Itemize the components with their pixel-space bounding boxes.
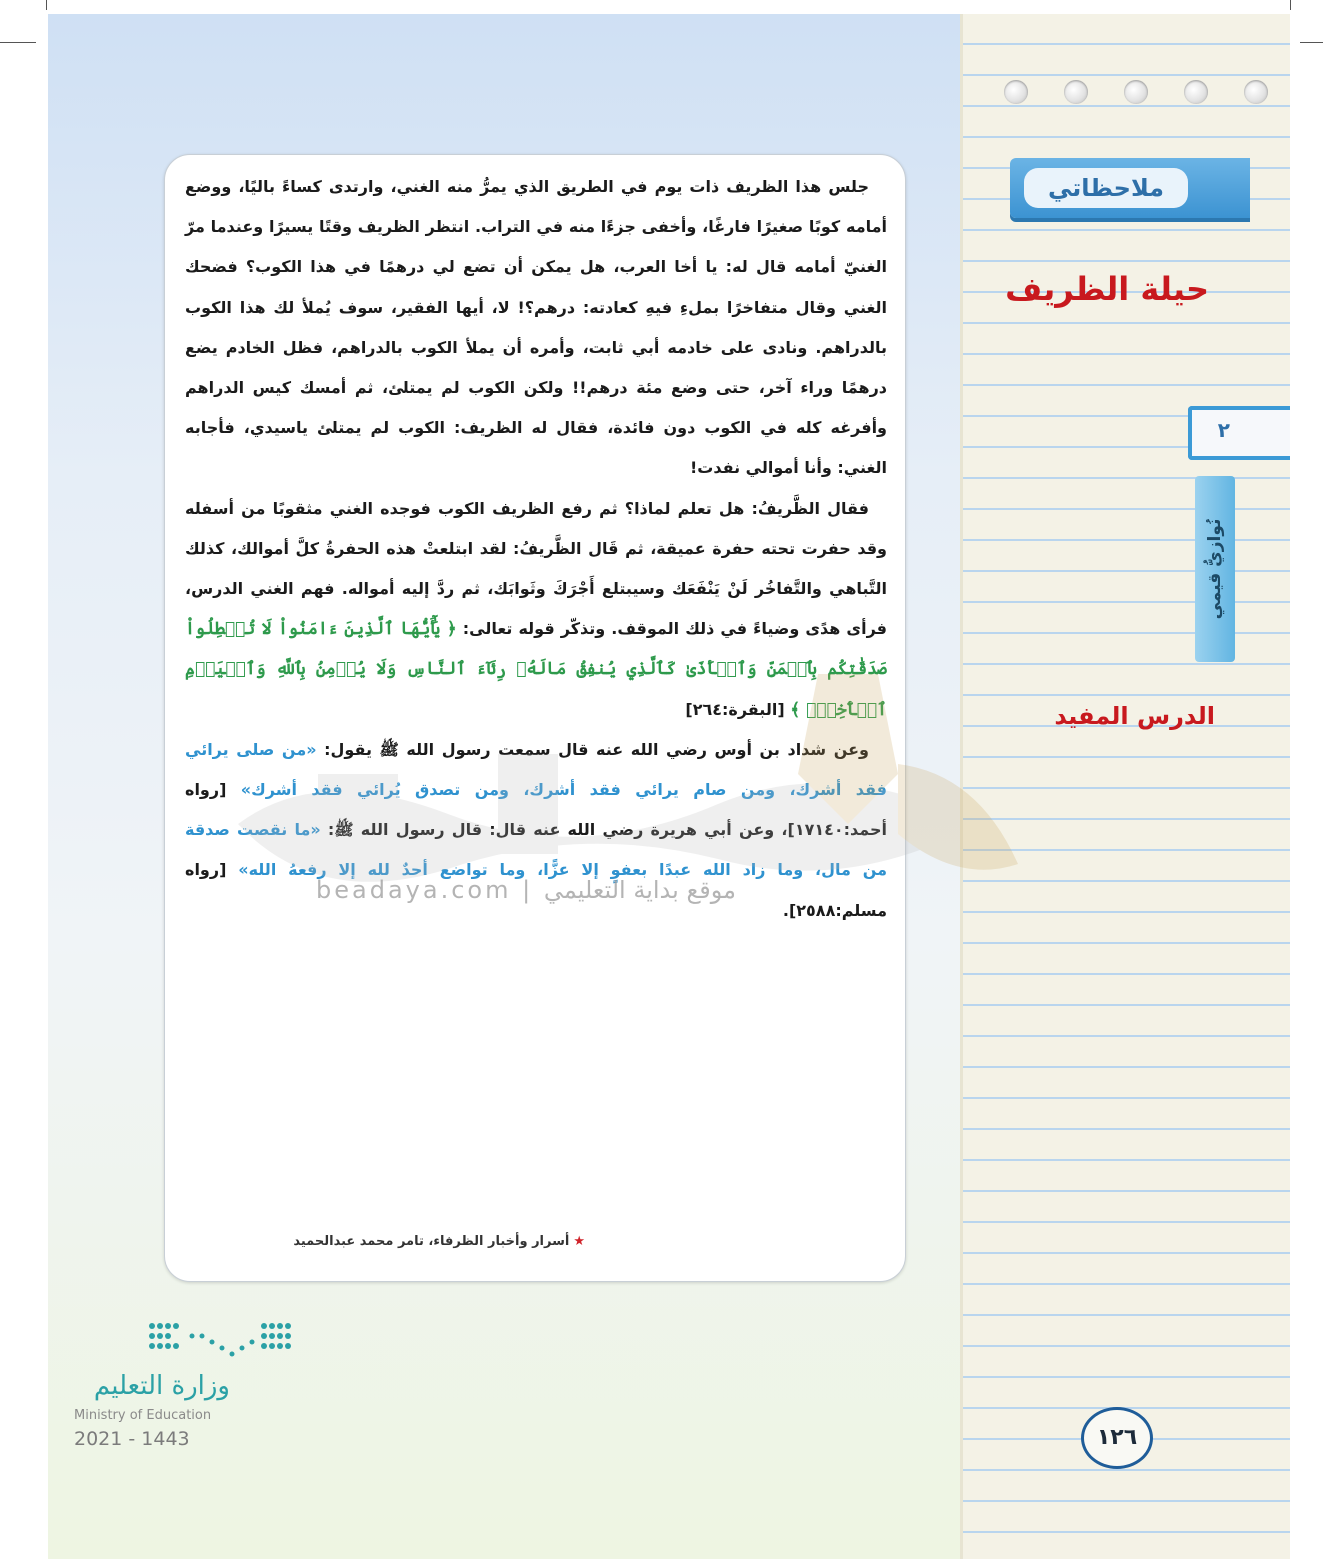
- footnote-text: أسرار وأخبار الظرفاء، تامر محمد عبدالحميد: [293, 1234, 570, 1249]
- lesson-number: ٢: [1217, 418, 1230, 442]
- story-text: [185, 167, 887, 931]
- my-notes-header: [1010, 158, 1250, 218]
- story-paragraph: [185, 489, 887, 730]
- quran-verse: ﴿ يَٰٓأَيُّهَا ٱلَّذِينَ ءَامَنُواْ لَا تُبۡطِلُواْ صَدَقَٰتِكُم بِٱلۡمَنِّ وَٱلۡأَذَىٰ كَٱلَّذِي يُنفِقُ مَالَهُۥ رِئَآءَ ٱلنَّاسِ وَلَا يُؤۡمِنُ بِٱللَّهِ وَٱلۡيَوۡمِ ٱلۡأٓخِرِۖ ﴾: [185, 619, 887, 720]
- watermark-text: beadaya.com | موقع بداية التعليمي: [316, 876, 736, 904]
- ministry-logo-icon: [146, 1318, 296, 1368]
- hadith-reference: [رواه مسلم:٢٥٨٨].: [185, 860, 887, 920]
- binder-hole: [1184, 80, 1208, 104]
- story-paragraph-2: فقال الظَّريفُ: هل تعلم لماذا؟ ثم رفع الظريف الكوب فوجده الغني مثقوبًا من أسفله وقد حفرت تحته حفرة عميقة، ثم قَال الظَّريفُ: لقد ابتلعتْ هذه الحفرةُ كلَّ أموالك، كذلك التَّباهي والتَّفاخُر لَنْ يَنْفَعَك وسيبتلع أَجْرَكَ وثَوابَك، ثم ردَّ إليه أمواله. فهم الغني الدرس، فرأى هدًى وضياءً في ذلك الموقف. وتذكّر قوله تعالى:: [185, 498, 888, 639]
- source-footnote: [293, 1234, 585, 1249]
- hadith-intro: ، وعن أبي هريرة رضي الله عنه قال: قال رسول الله ﷺ:: [327, 820, 788, 840]
- crop-mark: [1290, 0, 1291, 10]
- crop-mark: [0, 42, 36, 43]
- edition-year: 2021 - 1443: [74, 1428, 190, 1450]
- useful-lesson-label: الدرس المفيد: [1054, 702, 1215, 730]
- page-number: ١٢٦: [1081, 1407, 1153, 1469]
- crop-mark: [46, 0, 47, 10]
- binder-hole: [1064, 80, 1088, 104]
- hadith-text: «ما نقصت صدقة من مال، وما زاد الله عبدًا بعفوٍ إلا عزًّا، وما تواضع أحدٌ لله إلا رفعهُ الله»: [185, 820, 887, 880]
- star-icon: ★: [573, 1234, 585, 1249]
- ministry-name-ar: وزارة التعليم: [93, 1371, 230, 1401]
- binder-hole: [1124, 80, 1148, 104]
- values-side-tab: [1195, 476, 1235, 662]
- crop-mark: [1300, 42, 1323, 43]
- quran-reference: [البقرة:٢٦٤]: [685, 699, 785, 719]
- binder-hole: [1004, 80, 1028, 104]
- values-tab-label: نُوازيُّ قيمي: [1205, 518, 1225, 620]
- hadith-reference: [رواه أحمد:١٧١٤٠]: [185, 780, 888, 840]
- ministry-name-en: Ministry of Education: [74, 1408, 212, 1423]
- story-title: حيلة الظريف: [1005, 270, 1209, 308]
- hadith-text: «من صلى يرائي فقد أشرك، ومن صام يرائي فقد أشرك، ومن تصدق يُرائي فقد أشرك»: [185, 739, 887, 800]
- story-paragraph: جلس هذا الظريف ذات يوم في الطريق الذي يمرُّ منه الغني، وارتدى كساءً باليًا، ووضع أمامه كوبًا صغيرًا فارغًا، وأخفى جزءًا منه في التراب. انتظر الظريف وقتًا يسيرًا وعندما مرّ الغنيّ أمامه قال له: يا أخا العرب، هل يمكن أن تضع لي درهمًا في هذا الكوب؟ فضحك الغني وقال متفاخرًا بملءِ فيهِ كعادته: درهم؟! لا، أيها الفقير، سوف يُملأ لك هذا الكوب بالدراهم. ونادى على خادمه أبي ثابت، وأمره أن يملأ الكوب بالدراهم، فظل الخادم يضع درهمًا وراء آخر، حتى وضع مئة درهم!! ولكن الكوب لم يمتلئ، ثم أمسك كيس الدراهم وأفرغه كله في الكوب دون فائدة، فقال له الظريف: الكوب لم يمتلئ ياسيدي، فأجابه الغني: وأنا أموالي نفدت!: [185, 177, 887, 478]
- hadith-intro: وعن شداد بن أوس رضي الله عنه قال سمعت رسول الله ﷺ يقول:: [324, 739, 869, 759]
- story-card: [164, 154, 906, 1282]
- binder-hole: [1244, 80, 1268, 104]
- notes-notebook: [960, 14, 1290, 1559]
- my-notes-label: ملاحظاتي: [1024, 168, 1188, 208]
- book-page: [48, 14, 1290, 1559]
- lesson-number-box: [1188, 406, 1290, 460]
